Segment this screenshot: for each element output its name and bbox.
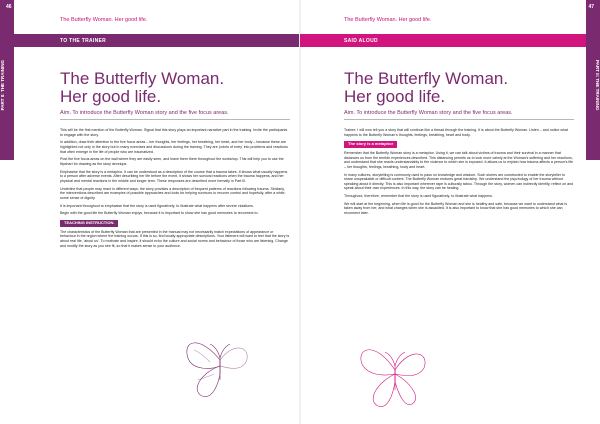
right-running-title: The Butterfly Woman. Her good life. [344, 17, 432, 23]
right-aim: Aim. To introduce the Butterfly Woman story and the five focus areas. [344, 110, 574, 120]
left-side-tab [0, 0, 14, 160]
left-paragraph-7: Begin with the good life the Butterfly Woman enjoys, because it is important to show she has good memories to reconnect to. [60, 211, 259, 216]
right-title-line-2: Her good life. [344, 87, 446, 106]
left-section-bar-label: TO THE TRAINER [60, 38, 107, 44]
right-paragraph-3: In many cultures, storytelling is commonly used to pass on knowledge and wisdom. Such stories are constructed to enable the storyteller to share unspeakable or difficult content. The Butterfly Woman endures great hardship. We understand the psychology of her trauma without speaking about it directly. This is also important wherever rape is culturally taboo. Through the story, women can indirectly identify, reflect on and speak about their own experiences. In this way, the story can be healing. [344, 172, 574, 191]
right-body [344, 128, 574, 219]
left-page-number: 46 [6, 4, 12, 10]
right-page-number: 47 [588, 4, 594, 10]
right-side-tab-label: PART II: THE TRAINING [595, 60, 600, 111]
right-side-tab [586, 0, 600, 160]
right-metaphor-tag: The story is a metaphor [344, 141, 397, 148]
left-running-title: The Butterfly Woman. Her good life. [60, 17, 148, 23]
left-section-bar [14, 34, 300, 47]
butterfly-illustration-icon [180, 330, 260, 420]
left-side-tab-label: PART II: THE TRAINING [0, 60, 5, 111]
left-aim: Aim. To introduce the Butterfly Woman story and the five focus areas. [60, 110, 290, 120]
right-section-bar [300, 34, 586, 47]
right-paragraph-5: We will start at the beginning, when life is good for the Butterfly Woman and she is healthy and safe, because we want to understand what is taken away from her, and what changes when she is assaulted. It is also important to know that she has good memories to which she can reconnect later. [344, 201, 568, 216]
right-section-bar-label: SAID ALOUD [344, 38, 378, 44]
right-paragraph-2: Remember that the Butterfly Woman story is a metaphor. Using it, we can talk about victims of trauma and their survival in a manner that distances us from the terrible experiences described. This distancing permits us to look more calmly at the Woman's suffering and her reactions, and understand that she reacts understandably to the violence to which she is exposed. It allows us to explain how trauma affects a person's life – her thoughts, feelings, breathing, body and heart. [344, 150, 573, 169]
left-page-title [60, 70, 224, 106]
left-paragraph-5: Underline that people may react in different ways: the story provides a description of frequent patterns of reactions following trauma. Similarly, the interventions described are examples of possible approaches and tools for helping survivors to recover control and hopefully, after a while, some sense of dignity. [60, 186, 286, 200]
left-title-line-2: Her good life. [60, 87, 162, 106]
left-body [60, 128, 290, 251]
left-paragraph-1: This will be the first mention of the Butterfly Woman. Signal that this story plays an important narrative part in the training. Invite the participants to engage with the story. [60, 128, 288, 137]
right-page-title [344, 70, 508, 106]
left-teaching-instruction-tag: TEACHING INSTRUCTION. [60, 220, 118, 227]
left-paragraph-3: Post the five focus areas on the wall where they are easily seen, and leave them there throughout the workshop. This will help you to use the flipchart for drawing as the story develops. [60, 157, 284, 166]
right-title-line-1: The Butterfly Woman. [344, 69, 509, 88]
left-title-line-1: The Butterfly Woman. [60, 69, 225, 88]
right-paragraph-4: Throughout, therefore, remember that the story is used figuratively, to illustrate what happens. [344, 194, 493, 199]
left-paragraph-6: It is important throughout to emphasise that the story is used figuratively, to illustrate what happens after severe violations. [60, 203, 254, 208]
left-paragraph-8: The characteristics of the Butterfly Woman that are presented in the manual may not necessarily match expectations of appearance or behaviour in the region where the training occurs. If this is so, find locally appropriate descriptions. Your listeners will want to feel that the story is about real life, 'about us'. To motivate and inspire, it should echo the culture and social norms and behaviour of those who are listening. Change and modify the story as you see fit, so that it makes sense to your audience. [60, 229, 290, 248]
left-paragraph-2: In addition, draw their attention to the five focus areas – her thoughts, her feelings, her breathing, her heart, and her body – because these are highlighted not only in the story but in many exercises and discussions during the training. They are 'points of entry' into problems and reactions that often emerge in the life of people who are traumatized. [60, 140, 288, 154]
right-paragraph-1: Trainer: I will now tell you a story that will continue like a thread through the training. It is about the Butterfly Woman. Listen – and notice what happens to the Butterfly Woman's thoughts, feelings, breathing, heart and body. [344, 128, 568, 137]
right-page [300, 0, 600, 424]
left-paragraph-4: Emphasise that the story is a metaphor. It can be understood as a description of the course that a trauma takes. It shows what usually happens to a person after adverse events. After describing her life before the event, it shows her survival reactions when the trauma happens, and her physical and mental reactions in the middle and longer term. These responses are described more formally in Part III. [60, 169, 288, 183]
butterfly-illustration-icon [350, 330, 440, 420]
